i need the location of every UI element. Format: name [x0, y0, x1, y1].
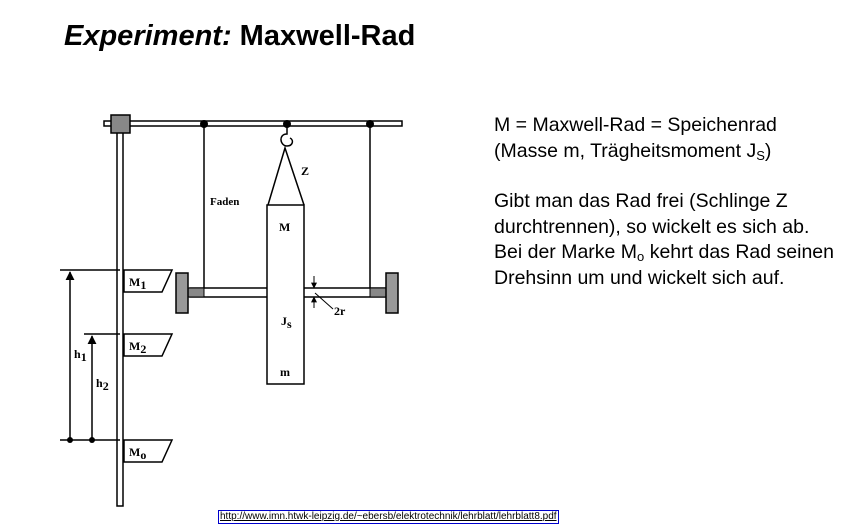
vertical-stand: [117, 120, 123, 506]
winding-right: [370, 288, 386, 297]
arrow-h1-base: [67, 437, 73, 443]
label-j: Js: [281, 314, 292, 331]
loop-z: [268, 148, 304, 205]
label-mass-m: m: [280, 365, 290, 379]
label-faden: Faden: [210, 196, 240, 208]
desc-line-1: M = Maxwell-Rad = Speichenrad: [494, 114, 777, 136]
end-disc-right: [386, 273, 398, 313]
desc-paragraph-2: Gibt man das Rad frei (Schlinge Z durchtrennen), so wickelt es sich ab.: [494, 190, 810, 238]
label-h1: h1: [74, 347, 87, 364]
desc-line-2: (Masse m, Trägheitsmoment $J_S$): [494, 139, 772, 163]
marker-m1-label: M1: [129, 275, 147, 292]
stand-clamp: [111, 115, 130, 133]
label-z: Z: [301, 164, 310, 178]
top-beam: [104, 121, 402, 126]
label-h2: h2: [96, 376, 109, 393]
desc-paragraph-3: Bei der Marke $M_o$ kehrt das Rad seinen Drehsinn um und wickelt sich auf.: [494, 241, 834, 289]
title-main: Maxwell-Rad: [239, 20, 416, 52]
hook-icon: [281, 124, 292, 146]
label-wheel-m: M: [279, 220, 291, 234]
winding-left: [188, 288, 204, 297]
label-2r: 2r: [334, 304, 346, 318]
description-text: [494, 113, 844, 291]
arrow-h2-base: [89, 437, 95, 443]
marker-m2-label: M2: [129, 339, 147, 356]
end-disc-left: [176, 273, 188, 313]
source-url-link[interactable]: http://www.imn.htwk-leipzig.de/~ebersb/elektrotechnik/lehrblatt/lehrblatt8.pdf: [220, 511, 557, 522]
marker-mo-label: Mo: [129, 445, 147, 462]
title-prefix: Experiment:: [64, 20, 232, 52]
